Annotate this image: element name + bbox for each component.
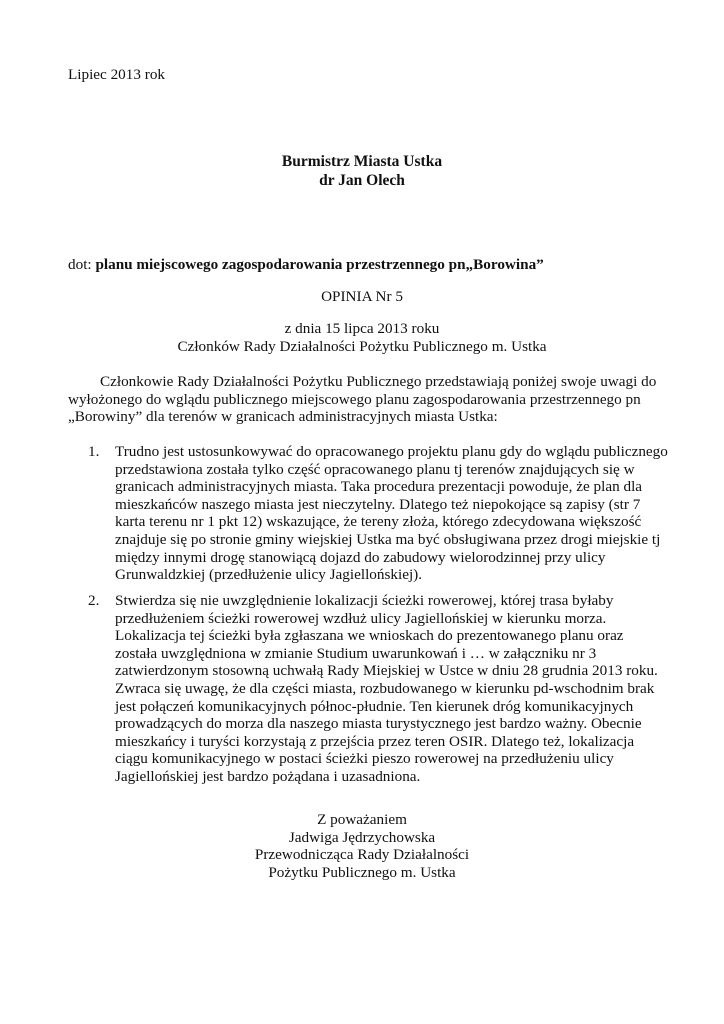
signer-name: Jadwiga Jędrzychowska [288, 828, 436, 846]
subject-line [68, 256, 544, 274]
list-item-number: 1. [88, 443, 100, 460]
list-item-number: 2. [88, 592, 100, 609]
opinion-number: OPINIA Nr 5 [321, 288, 403, 305]
signer-role-line1: Przewodnicząca Rady Działalności [254, 846, 470, 864]
signature-block [0, 811, 724, 881]
subject-prefix: dot: [68, 256, 96, 273]
closing-salutation: Z poważaniem [317, 811, 407, 828]
opinion-date: z dnia 15 lipca 2013 roku [284, 320, 440, 337]
list-item [88, 592, 668, 786]
addressee-title: Burmistrz Miasta Ustka [281, 153, 443, 170]
opinion-authors: Członków Rady Działalności Pożytku Publicznego m. Ustka [177, 337, 547, 355]
list-item-text: Trudno jest ustosunkowywać do opracowanego projektu planu gdy do wglądu publicznego przedstawiona została tylko część opracowanego planu tj terenów znajdujących się w granicach administracyjnych miasta. Taka procedura prezentacji powoduje, że plan dla mieszkańców naszego miasta jest nieczytelny. Dlatego też niepokojące są zapisy (str 7 karta terenu nr 1 pkt 12) wskazujące, że tereny złoża, którego zdecydowana większość znajduje się po stronie gminy wiejskiej Ustka ma być obsługiwana przez drogi miejskie tj między innymi drogę stanowiącą dojazd do zabudowy wielorodzinnej przy ulicy Grunwaldzkiej (przedłużenie ulicy Jagiellońskiej). [115, 443, 668, 584]
intro-paragraph: Członkowie Rady Działalności Pożytku Publicznego przedstawiają poniżej swoje uwagi do wyłożonego do wglądu publicznego miejscowego planu zagospodarowania przestrzennego pn „Borowiny” dla terenów w granicach administracyjnych miasta Ustka: [68, 373, 657, 426]
opinion-date-block [0, 320, 724, 355]
list-item [88, 443, 668, 584]
list-item-text: Stwierdza się nie uwzględnienie lokalizacji ścieżki rowerowej, której trasa byłaby przedłużeniem ścieżki rowerowej wzdłuż ulicy Jagiellońskiej w kierunku morza. Lokalizacja tej ścieżki była zgłaszana we wnioskach do prezentowanego planu oraz została uwzględniona w zmianie Studium uwarunkowań i … w załączniku nr 3 zatwierdzonym stosowną uchwałą Rady Miejskiej w Ustce w dniu 28 grudnia 2013 roku. Zwraca się uwagę, że dla części miasta, rozbudowanego w kierunku pd-wschodnim brak jest połączeń komunikacyjnych północ-płudnie. Ten kierunek dróg komunikacyjnych prowadzących do morza dla naszego miasta turystycznego jest bardzo ważny. Obecnie mieszkańcy i turyści korzystają z przejścia przez teren OSIR. Dlatego też, lokalizacja ciągu komunikacyjnego w postaci ścieżki pieszo rowerowej na przedłużeniu ulicy Jagiellońskiej jest bardzo pożądana i uzasadniona. [115, 592, 658, 785]
subject-text: planu miejscowego zagospodarowania przestrzennego pn„Borowina” [95, 256, 544, 273]
signer-role-line2: Pożytku Publicznego m. Ustka [268, 863, 456, 881]
letter-date: Lipiec 2013 rok [68, 66, 166, 83]
addressee-name: dr Jan Olech [319, 172, 405, 189]
addressee-block [0, 152, 724, 190]
